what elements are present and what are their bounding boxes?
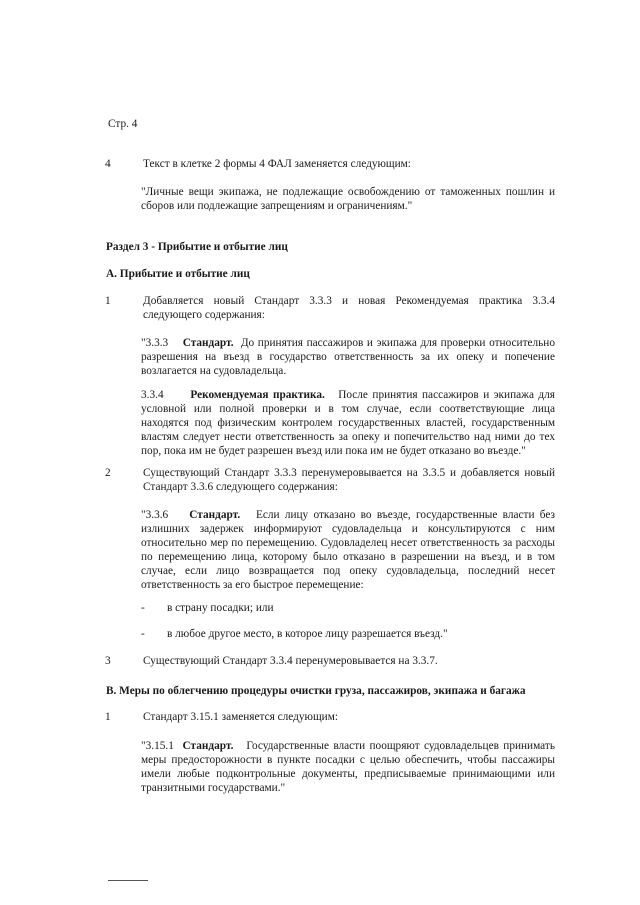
clause-text: До принятия пассажиров и экипажа для проверки относительно разрешения на въезд в государство ответственность за их опеку и попечение возлагается на судовладельца. [141, 337, 556, 377]
standard-3-15-1 [141, 739, 555, 795]
standard-3-3-6 [141, 508, 555, 592]
bullet-dash: - [141, 628, 145, 640]
clause-text: После принятия пассажиров и экипажа для условной или полной проверки и в том случае, если соответствующие лица находятся под физическим контролем государственных властей, государственным властям следует нести ответственность за опеку и попечительство над ними до тех пор, пока им не будет разрешен въезд или пока им не будет отказано во въезде." [141, 389, 555, 457]
quoted-text: "Личные вещи экипажа, не подлежащие освобождению от таможенных пошлин и сборов или подлежащие запрещениям и ограничениям." [141, 186, 555, 212]
clause-label: Стандарт. [182, 337, 234, 349]
item-text: Добавляется новый Стандарт 3.3.3 и новая Рекомендуемая практика 3.3.4 следующего содержания: [143, 295, 555, 321]
page-number: Стр. 4 [108, 118, 138, 130]
item-text: Существующий Стандарт 3.3.3 перенумеровывается на 3.3.5 и добавляется новый Стандарт 3.3.6 следующего содержания: [143, 467, 555, 493]
clause-number: "3.3.6 [141, 509, 169, 521]
item-number: 4 [105, 158, 111, 170]
subsection-heading-b: В. Меры по облегчению процедуры очистки груза, пассажиров, экипажа и багажа [106, 685, 526, 697]
clause-text: Государственные власти поощряют судовладельцев принимать меры предосторожности в пункте посадки с целью обеспечить, чтобы пассажиры имели любые подконтрольные документы, предписываемые принимающими или транзитными государствами." [141, 740, 555, 794]
clause-number: "3.15.1 [141, 740, 174, 752]
footnote-separator [108, 880, 148, 881]
clause-label: Стандарт. [182, 740, 234, 752]
clause-text: Если лицу отказано во въезде, государственные власти без излишних задержек информируют судовладельца и консультируются с ним относительно мер по перемещению. Судовладелец несет ответственность за расходы по перемещению лица, которому было отказано в разрешении на въезд, и в том случае, если лицо возвращается под опеку судовладельца, последний несет ответственность за его быстрое перемещение: [141, 509, 555, 591]
item-text: Стандарт 3.15.1 заменяется следующим: [143, 711, 338, 723]
item-text: Существующий Стандарт 3.3.4 перенумеровывается на 3.3.7. [143, 655, 438, 667]
clause-label: Рекомендуемая практика. [190, 389, 325, 401]
bullet-dash: - [141, 602, 145, 614]
bullet-item: в любое другое место, в которое лицу разрешается въезд." [167, 628, 448, 640]
standard-3-3-3 [141, 336, 555, 378]
subsection-heading-a: А. Прибытие и отбытие лиц [106, 268, 250, 280]
clause-label: Стандарт. [189, 509, 241, 521]
clause-number: 3.3.4 [141, 389, 164, 401]
clause-number: "3.3.3 [141, 337, 169, 349]
practice-3-3-4 [141, 388, 555, 458]
bullet-item: в страну посадки; или [167, 602, 274, 614]
item-text: Текст в клетке 2 формы 4 ФАЛ заменяется следующим: [143, 158, 411, 170]
item-number: 2 [105, 467, 111, 479]
item-number: 1 [105, 295, 111, 307]
section-heading: Раздел 3 - Прибытие и отбытие лиц [106, 241, 288, 253]
item-number: 1 [105, 711, 111, 723]
item-number: 3 [105, 655, 111, 667]
